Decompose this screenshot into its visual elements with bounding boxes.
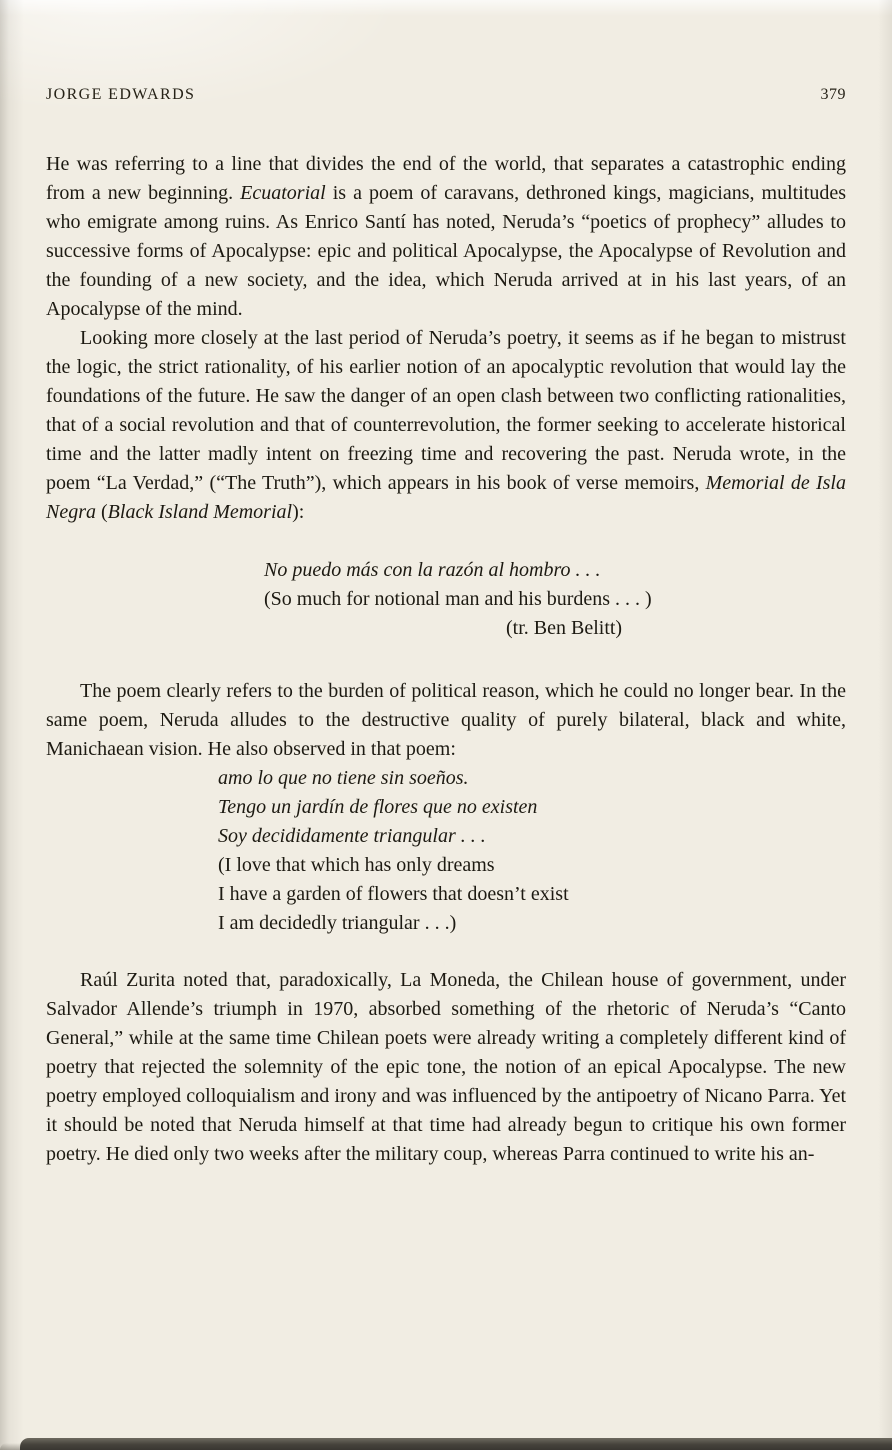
quote-line-spanish: No puedo más con la razón al hombro . . . (264, 559, 601, 581)
italic-title-run: Memorial de Isla Negra (46, 472, 846, 523)
paragraph-1 (46, 150, 846, 324)
text-run: He was referring to a line that divides the end of the world, that separates a catastrophic ending from a new beginning. (46, 153, 846, 204)
quote-attribution: (tr. Ben Belitt) (506, 617, 623, 639)
text-run: Looking more closely at the last period of Neruda’s poetry, it seems as if he began to mistrust the logic, the strict rationality, of his earlier notion of an apocalyptic revolution that would lay the foundations of the future. He saw the danger of an open clash between two conflicting rationalities, that of a social revolution and that of counterrevolution, the former seeking to accelerate historical time and the latter madly intent on freezing time and recovering the past. Neruda wrote, in the poem “La Verdad,” (“The Truth”), which appears in his book of verse memoirs, (46, 327, 846, 494)
text-run: is a poem of caravans, dethroned kings, magicians, multitudes who emigrate among ruins. As Enrico Santí has noted, Neruda’s “poetics of prophecy” alludes to successive forms of Apocalypse: epic and political Apocalypse, the Apocalypse of Revolution and the founding of a new society, and the idea, which Neruda arrived at in his last years, of an Apocalypse of the mind. (46, 182, 846, 320)
paragraph-3: The poem clearly refers to the burden of political reason, which he could no longer bear. In the same poem, Neruda alludes to the destructive quality of purely bilateral, black and white, Manichaean vision. He also observed in that poem: (46, 680, 846, 760)
scan-bottom-edge (20, 1438, 892, 1450)
quote-line-translation: I have a garden of flowers that doesn’t exist (218, 883, 569, 905)
text-run: ( (96, 501, 108, 523)
page-header (46, 86, 846, 104)
running-head-author: JORGE EDWARDS (46, 86, 196, 103)
quote-line-spanish: amo lo que no tiene sin soeños. (218, 767, 469, 789)
block-quote-1 (264, 556, 846, 643)
quote-line-translation: (I love that which has only dreams (218, 854, 495, 876)
quote-line-spanish: Tengo un jardín de flores que no existen (218, 796, 538, 818)
italic-title-run: Black Island Memorial (107, 501, 293, 523)
paragraph-2 (46, 324, 846, 527)
quote-line-translation: I am decidedly triangular . . .) (218, 912, 457, 934)
quote-line-spanish: Soy decididamente triangular . . . (218, 825, 486, 847)
italic-title-run: Ecuatorial (240, 182, 326, 204)
text-run: ): (292, 501, 305, 523)
quote-line-translation: (So much for notional man and his burdens . . . ) (264, 588, 652, 610)
page-number: 379 (820, 86, 846, 103)
paragraph-4: Raúl Zurita noted that, paradoxically, La Moneda, the Chilean house of government, under Salvador Allende’s triumph in 1970, absorbed something of the rhetoric of Neruda’s “Canto General,” while at the same time Chilean poets were already writing a completely different kind of poetry that rejected the solemnity of the epic tone, the notion of an epical Apocalypse. The new poetry employed colloquialism and irony and was influenced by the antipoetry of Nicano Parra. Yet it should be noted that Neruda himself at that time had already begun to critique his own former poetry. He died only two weeks after the military coup, whereas Parra continued to write his an- (46, 969, 846, 1165)
block-quote-2 (218, 764, 846, 938)
